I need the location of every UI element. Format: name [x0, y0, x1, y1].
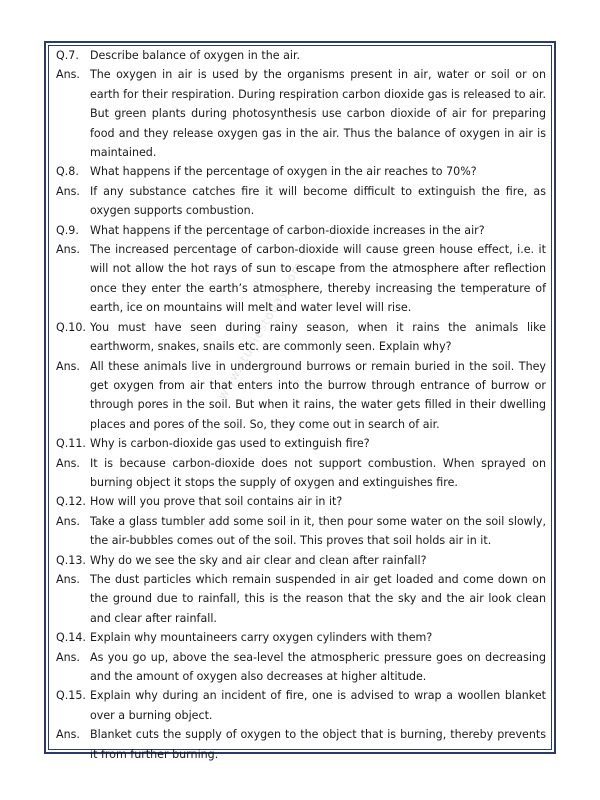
answer-label: Ans. — [56, 184, 80, 198]
answer-text: It is because carbon-dioxide does not support combustion. When sprayed on burning object it stops the supply of oxygen and extinguishes fire. — [90, 456, 546, 489]
question-text: How will you prove that soil contains air in it? — [90, 495, 343, 509]
answer-text: Blanket cuts the supply of oxygen to the object that is burning, thereby prevents it from further burning. — [90, 728, 546, 761]
watermark: www.studiestoday.com — [215, 258, 306, 402]
answer-text: Take a glass tumbler add some soil in it, then pour some water on the soil slowly, the air-bubbles comes out of the soil. This proves that soil holds air in it. — [90, 514, 546, 548]
question-row — [56, 318, 546, 357]
question-label: Q.8. — [56, 165, 79, 179]
answer-text: All these animals live in underground burrows or remain buried in the soil. They get oxygen from air that enters into the burrow through entrance of burrow or through pores in the soil. But when it rains, the water gets filled in their dwelling places and pores of the soil. So, they come out in search of air. — [90, 359, 546, 431]
answer-text: The oxygen in air is used by the organisms present in air, water or soil or on earth for their respiration. During respiration carbon dioxide gas is released to air. But green plants during photosynthesis use carbon dioxide of air for preparing food and they release oxygen gas in the air. Thus the balance of oxygen in air is maintained. — [90, 68, 546, 160]
question-text: Describe balance of oxygen in the air. — [90, 49, 301, 62]
answer-text: The increased percentage of carbon-dioxide will cause green house effect, i.e. it will not allow the hot rays of sun to escape from the atmosphere after reflection once they enter the earth’s atmosphere, thereby increasing the temperature of earth, ice on mountains will melt and water level will rise. — [90, 243, 546, 315]
answer-label: Ans. — [56, 514, 80, 528]
answer-row — [56, 512, 546, 551]
question-label: Q.12. — [56, 495, 86, 509]
question-text: Why do we see the sky and air clear and clean after rainfall? — [90, 553, 427, 567]
answer-row — [56, 357, 546, 435]
answer-row — [56, 570, 546, 628]
answer-row — [56, 65, 546, 162]
question-text: What happens if the percentage of oxygen in the air reaches to 70%? — [90, 165, 477, 179]
question-row — [56, 221, 546, 240]
question-label: Q.9. — [56, 223, 79, 237]
question-text: Why is carbon-dioxide gas used to extinguish fire? — [90, 437, 370, 451]
answer-text: As you go up, above the sea-level the atmospheric pressure goes on decreasing and the amount of oxygen also decreases at higher altitude. — [90, 650, 546, 683]
question-text: Explain why during an incident of fire, one is advised to wrap a woollen blanket over a burning object. — [90, 689, 546, 722]
answer-row — [56, 182, 546, 221]
answer-label: Ans. — [56, 68, 80, 82]
question-label: Q.7. — [56, 49, 79, 62]
question-label: Q.10. — [56, 320, 86, 334]
answer-label: Ans. — [56, 243, 80, 257]
answer-text: The dust particles which remain suspended in air get loaded and come down on the ground due to rainfall, this is the reason that the sky and the air look clean and clear after rainfall. — [90, 572, 546, 625]
question-row — [56, 162, 546, 181]
qa-list — [56, 46, 546, 764]
question-label: Q.13. — [56, 553, 86, 567]
question-row — [56, 628, 546, 647]
question-text: What happens if the percentage of carbon-dioxide increases in the air? — [90, 223, 485, 237]
question-text: Explain why mountaineers carry oxygen cylinders with them? — [90, 631, 433, 645]
answer-label: Ans. — [56, 650, 80, 664]
answer-label: Ans. — [56, 456, 80, 470]
answer-row — [56, 648, 546, 687]
question-row — [56, 492, 546, 511]
question-row — [56, 551, 546, 570]
question-label: Q.15. — [56, 689, 86, 703]
answer-label: Ans. — [56, 728, 80, 742]
answer-row — [56, 240, 546, 318]
question-row — [56, 434, 546, 453]
question-label: Q.14. — [56, 631, 86, 645]
answer-row — [56, 725, 546, 764]
question-text: You must have seen during rainy season, when it rains the animals like earthworm, snakes, snails etc. are commonly seen. Explain why? — [90, 320, 546, 354]
question-label: Q.11. — [56, 437, 86, 451]
question-row — [56, 686, 546, 725]
answer-row — [56, 454, 546, 493]
answer-label: Ans. — [56, 572, 80, 586]
answer-label: Ans. — [56, 359, 80, 373]
question-row — [56, 46, 546, 65]
answer-text: If any substance catches fire it will become difficult to extinguish the fire, as oxygen supports combustion. — [90, 184, 546, 218]
